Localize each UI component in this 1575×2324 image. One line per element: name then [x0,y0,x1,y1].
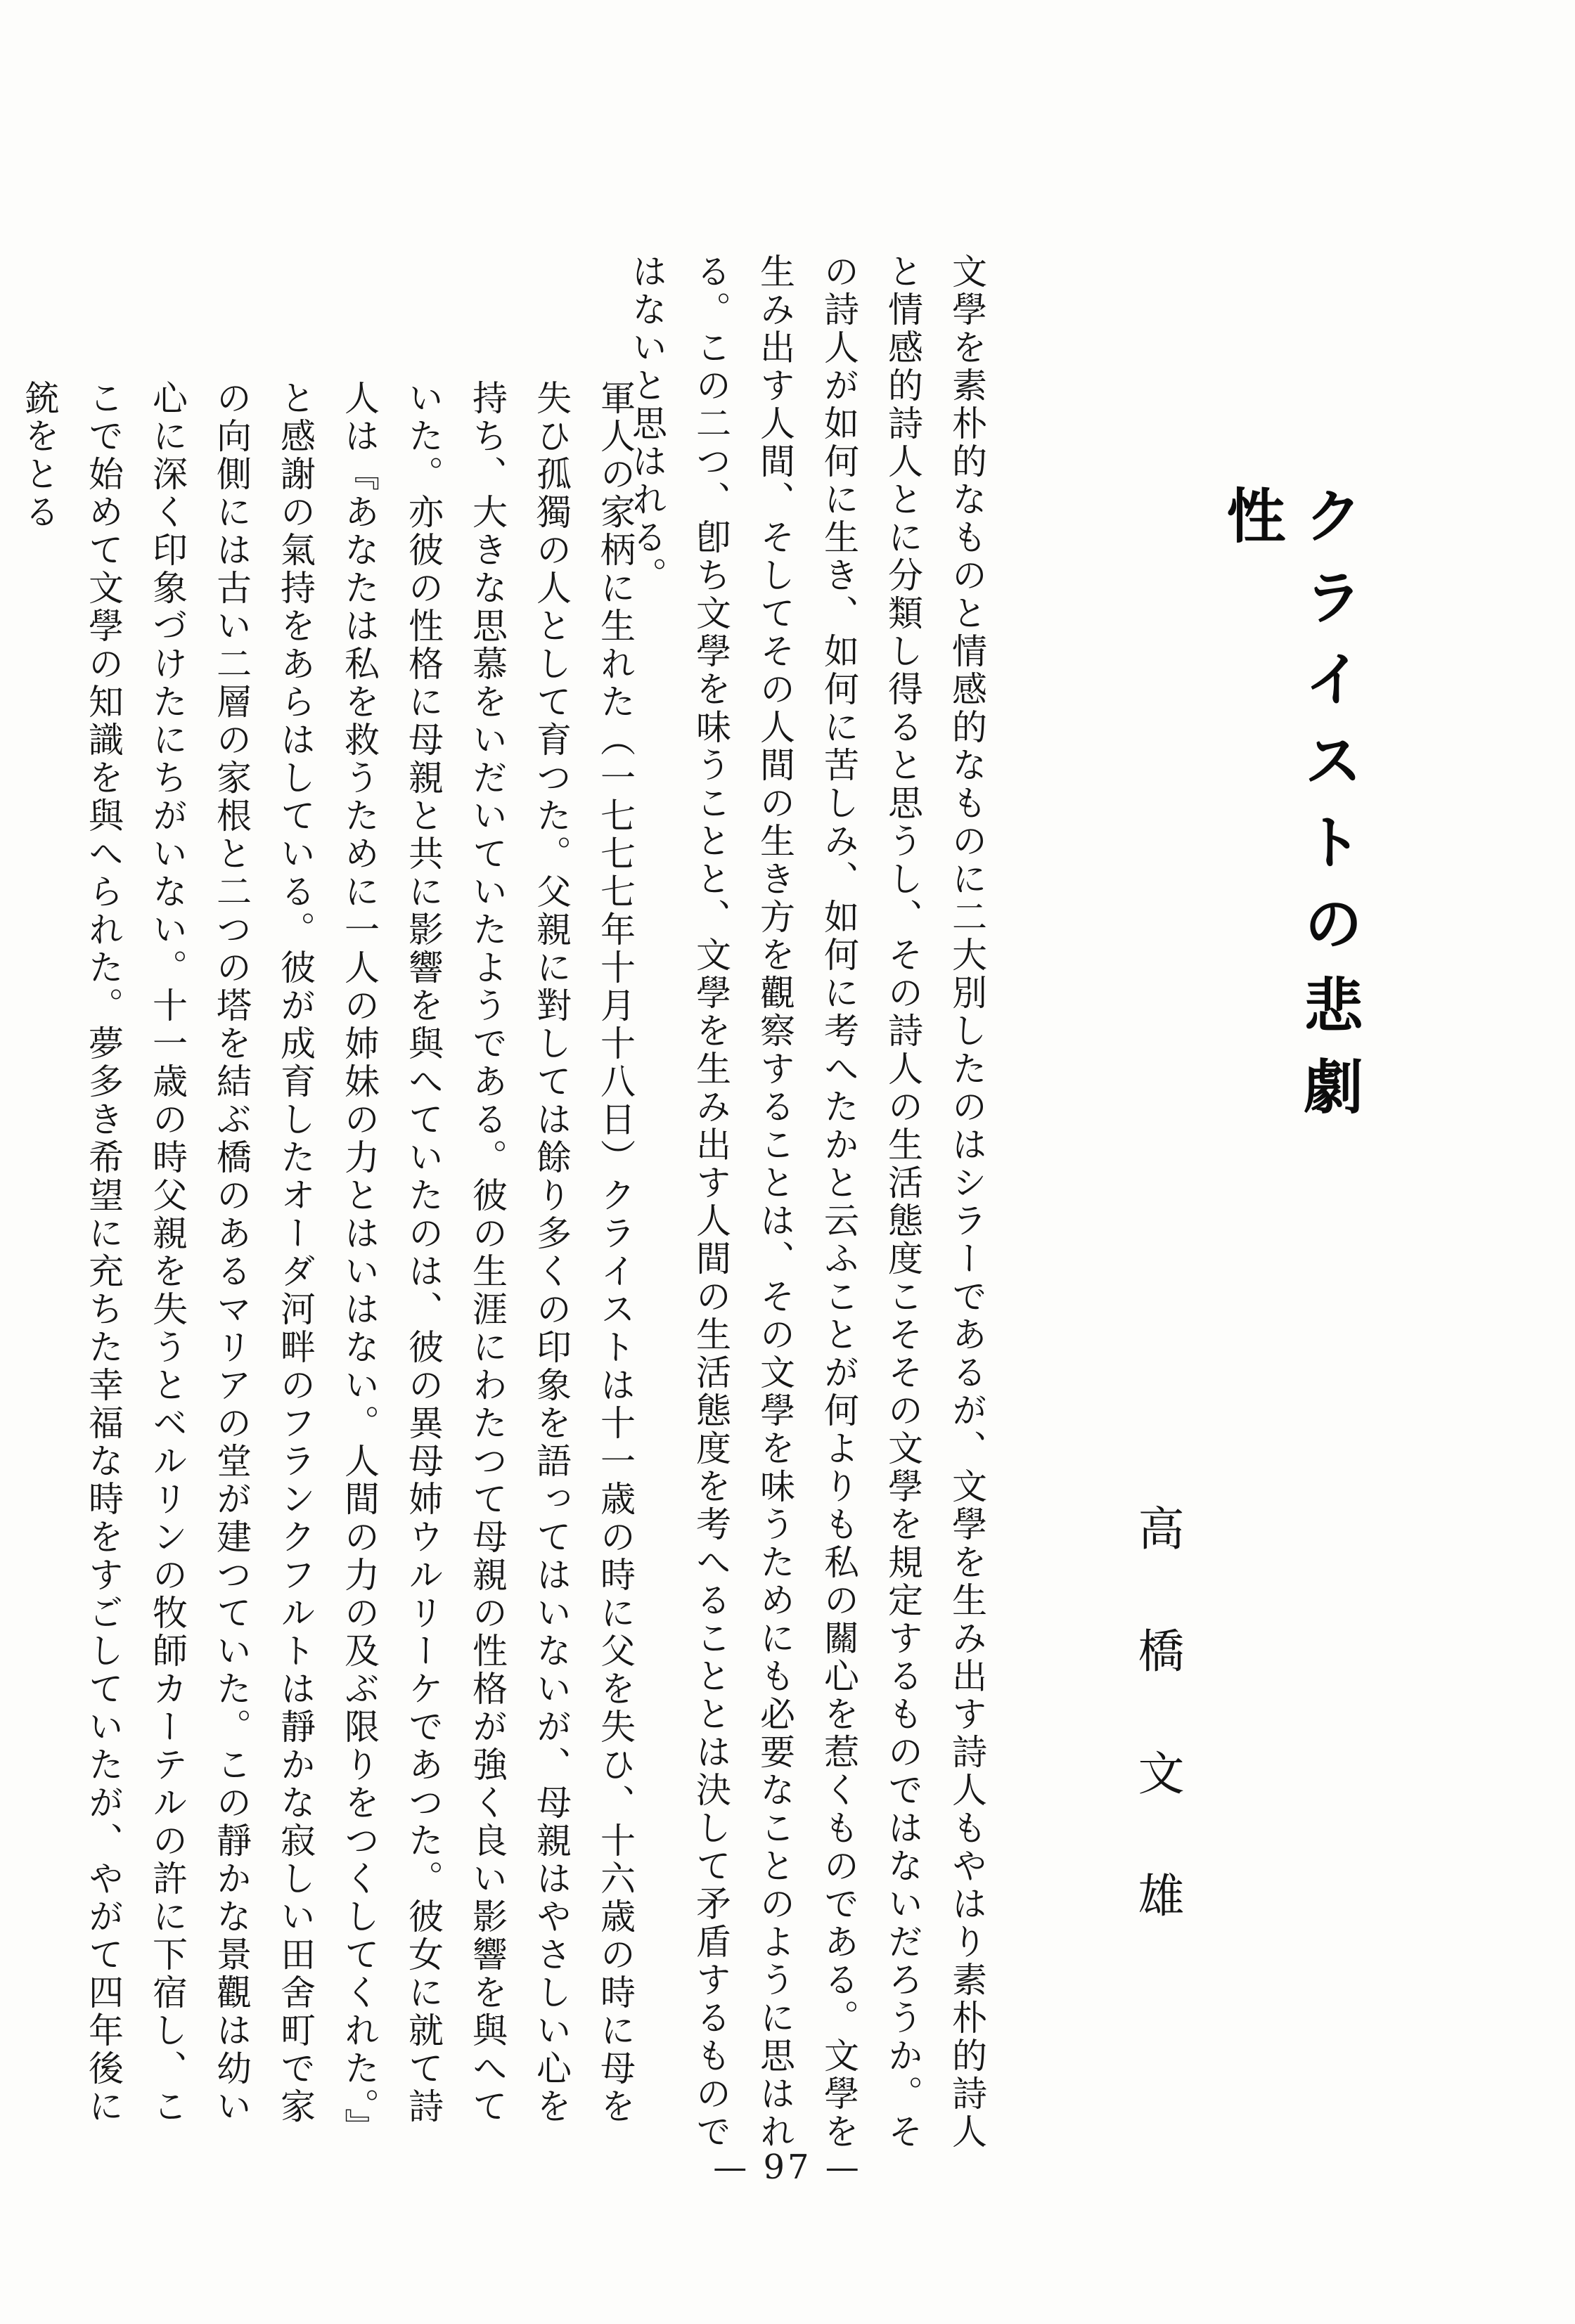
body-paragraph-1: 文學を素朴的なものと情感的なものに二大別したのはシラーであるが、文學を生み出す詩人もやはり素朴的詩人と情感的詩人とに分類し得ると思うし、その詩人の生活態度こそその文學を規定するものではないだろうか。その詩人が如何に生き、如何に苦しみ、如何に考へたかと云ふことが何よりも私の關心を惹くものである。文學を生み出す人間、そしてその人間の生き方を觀察することは、その文學を味うためにも必要なことのように思はれる。この二つ、卽ち文學を味うことと、文學を生み出す人間の生活態度を考へることとは決して矛盾するものではないと思はれる。 [626,253,987,2151]
body-paragraph-2: 軍人の家柄に生れた（一七七七年十月十八日）クライストは十一歳の時に父を失ひ、十六歳の時に母を失ひ孤獨の人として育つた。父親に對しては餘り多くの印象を語ってはいないが、母親はやさしい心を持ち、大きな思慕をいだいていたようである。彼の生涯にわたつて母親の性格が強く良い影響を與へていた。亦彼の性格に母親と共に影響を與へていたのは、彼の異母姉ウルリーケであつた。彼女に就て詩人は『あなたは私を救うために一人の姉妹の力とはいはない。人間の力の及ぶ限りをつくしてくれた。』と感謝の氣持をあらはしている。彼が成育したオーダ河畔のフランクフルトは靜かな寂しい田舍町で家の向側には古い二層の家根と二つの塔を結ぶ橋のあるマリアの堂が建つていた。この靜かな景觀は幼い心に深く印象づけたにちがいない。十一歳の時父親を失うとベルリンの牧師カーテルの許に下宿し、ここで始めて文學の知識を與へられた。夢多き希望に充ちた幸福な時をすごしていたが、やがて四年後に銃をとる [19,380,636,2129]
page-number: — 97 — [713,2148,862,2187]
author-name: 高橋文雄 [1130,1504,1184,1994]
article-title: クライストの悲劇性 [1217,485,1363,1137]
